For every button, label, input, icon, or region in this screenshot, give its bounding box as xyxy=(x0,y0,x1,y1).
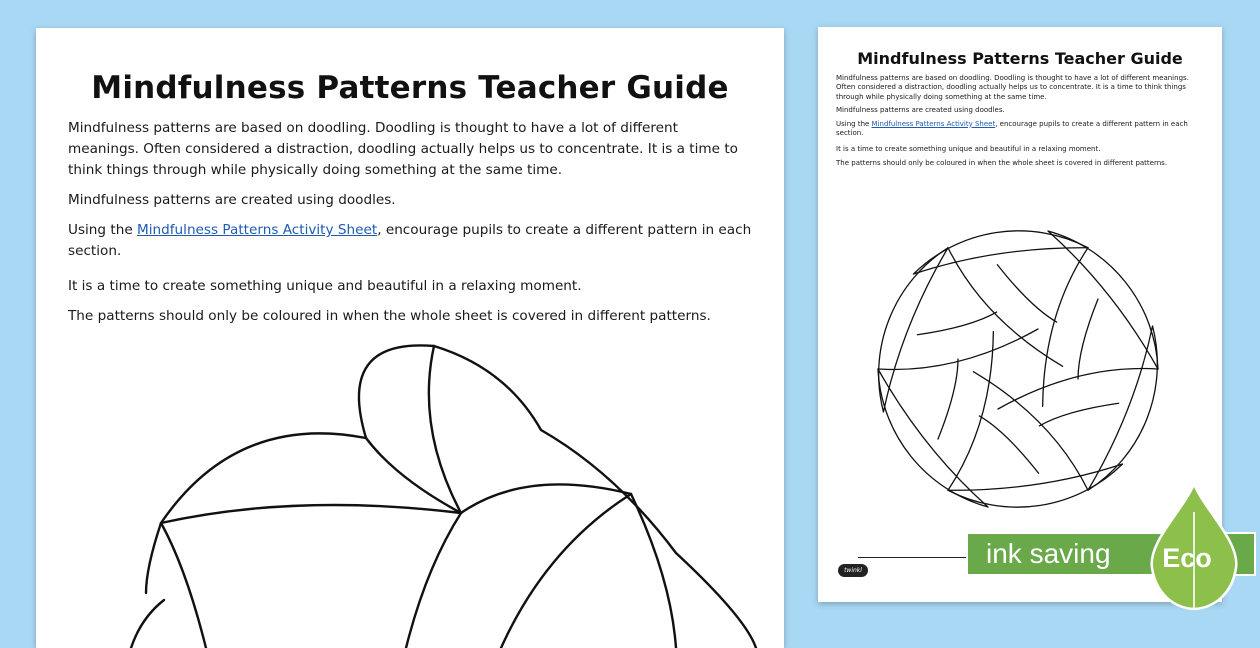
thumbnail-body xyxy=(818,74,1222,168)
guide-body xyxy=(36,118,784,327)
thumbnail-using-suffix: , encourage pupils to create a different pattern in each section. xyxy=(836,119,1188,138)
using-paragraph xyxy=(68,220,752,262)
ink-saving-eco-badge xyxy=(966,482,1256,612)
mindfulness-pattern-illustration xyxy=(86,318,784,648)
thumbnail-using-paragraph xyxy=(836,120,1204,139)
twinkl-logo: twinkl xyxy=(838,564,868,577)
thumbnail-title: Mindfulness Patterns Teacher Guide xyxy=(857,49,1183,68)
moment-paragraph: It is a time to create something unique and beautiful in a relaxing moment. xyxy=(68,278,582,294)
activity-sheet-link[interactable]: Mindfulness Patterns Activity Sheet xyxy=(137,222,378,238)
colouring-paragraph: The patterns should only be coloured in when the whole sheet is covered in different patterns. xyxy=(68,308,711,324)
eco-label: Eco xyxy=(1162,543,1212,573)
thumbnail-activity-sheet-link[interactable]: Mindfulness Patterns Activity Sheet xyxy=(871,119,996,128)
created-paragraph: Mindfulness patterns are created using doodles. xyxy=(68,192,396,208)
using-prefix: Using the xyxy=(68,222,138,238)
thumbnail-moment-paragraph: It is a time to create something unique and beautiful in a relaxing moment. xyxy=(836,145,1101,154)
thumbnail-using-prefix: Using the xyxy=(836,119,872,128)
page-title: Mindfulness Patterns Teacher Guide xyxy=(91,70,729,106)
using-suffix: , encourage pupils to create a different pattern in each section. xyxy=(68,222,752,259)
guide-page-large xyxy=(36,28,784,648)
intro-paragraph: Mindfulness patterns are based on doodling. Doodling is thought to have a lot of different meanings. Often considered a distraction, doodling actually helps us to concentrate. It is a time to think things through while physically doing something at the same time. xyxy=(68,120,738,178)
ink-saving-label: ink saving xyxy=(986,538,1111,569)
thumbnail-intro-paragraph: Mindfulness patterns are based on doodling. Doodling is thought to have a lot of different meanings. Often considered a distraction, doodling actually helps us to concentrate. It is a time to think things through while physically doing something at the same time. xyxy=(836,74,1189,101)
thumbnail-colouring-paragraph: The patterns should only be coloured in when the whole sheet is covered in different patterns. xyxy=(836,158,1168,167)
thumbnail-created-paragraph: Mindfulness patterns are created using doodles. xyxy=(836,106,1005,115)
